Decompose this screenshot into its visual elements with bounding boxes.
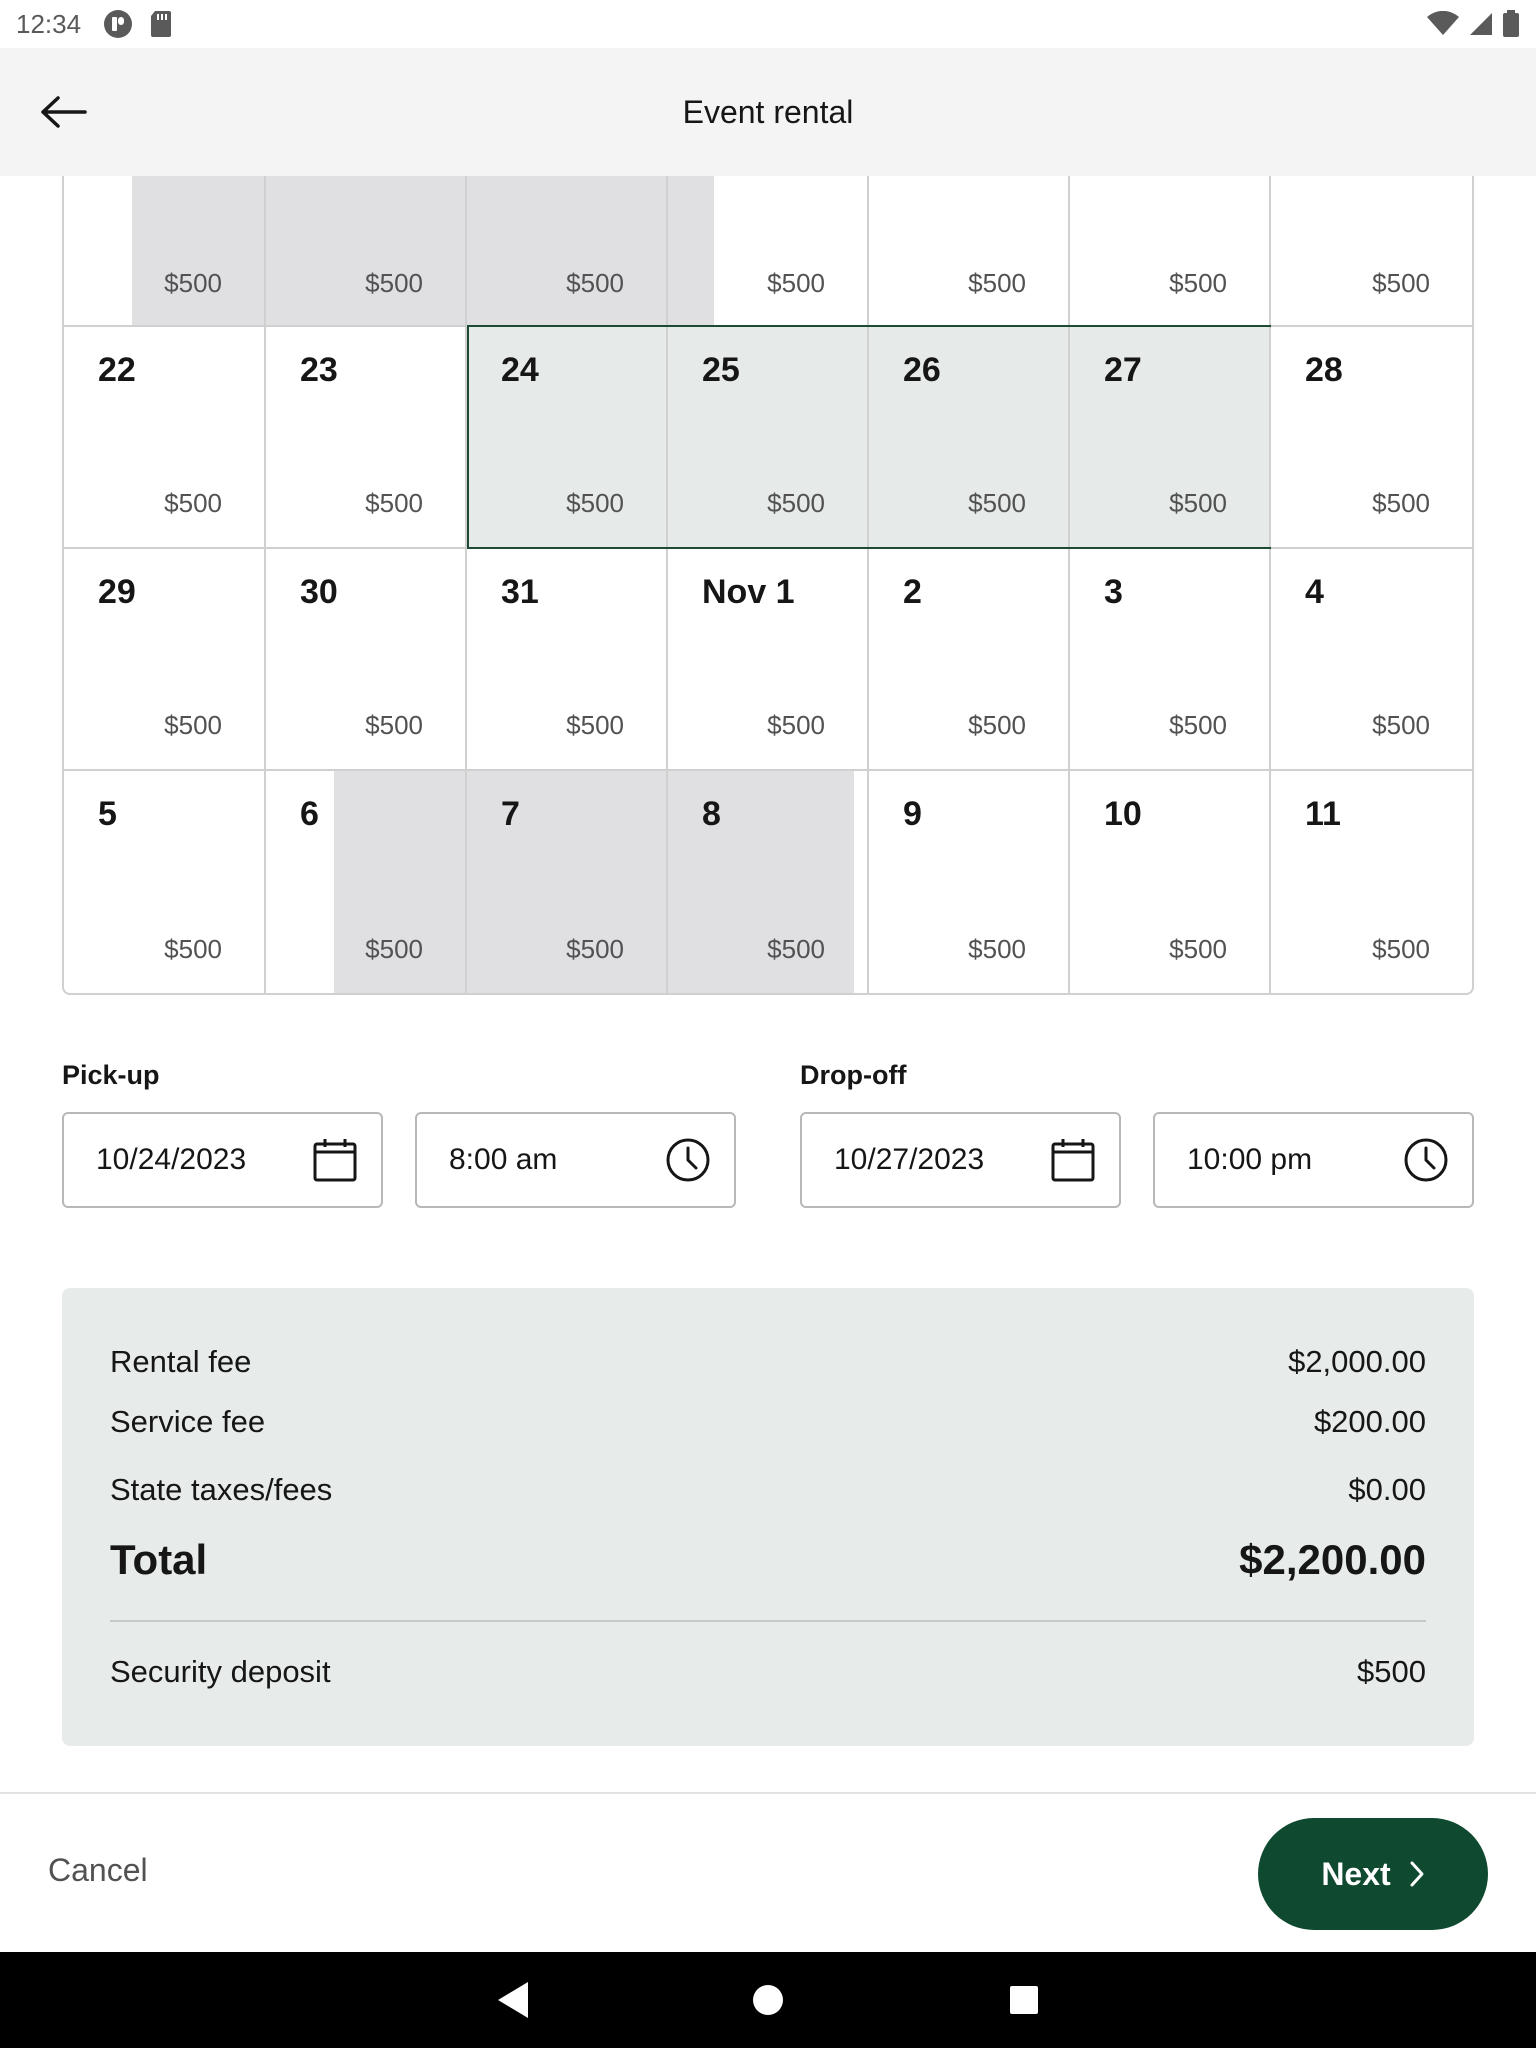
day-number: 27 (1104, 351, 1142, 389)
day-price: $500 (1372, 710, 1430, 740)
calendar-day-cell[interactable] (1271, 771, 1472, 993)
day-price: $500 (767, 268, 825, 298)
day-price: $500 (164, 710, 222, 740)
rental-fee-label: Rental fee (110, 1344, 252, 1379)
day-number: 11 (1305, 795, 1341, 833)
day-price: $500 (164, 268, 222, 298)
arrow-left-icon (40, 95, 88, 129)
calendar-day-cell[interactable] (1070, 771, 1271, 993)
day-price: $500 (1169, 488, 1227, 518)
day-price: $500 (968, 488, 1026, 518)
calendar-day-cell-selected[interactable] (1070, 327, 1271, 547)
cancel-button[interactable]: Cancel (48, 1852, 148, 1888)
calendar-day-cell[interactable] (64, 549, 266, 769)
dropoff-time-field[interactable] (1153, 1112, 1474, 1208)
calendar-day-cell[interactable] (668, 771, 869, 993)
day-number: 30 (300, 573, 338, 611)
day-number: 5 (98, 795, 117, 833)
page-title: Event rental (682, 93, 854, 130)
calendar-day-cell[interactable] (467, 176, 668, 325)
calendar-icon[interactable] (311, 1136, 359, 1184)
day-price: $500 (566, 934, 624, 964)
calendar-day-cell[interactable] (668, 549, 869, 769)
day-number: 2 (903, 573, 922, 611)
clock-icon[interactable] (1402, 1136, 1450, 1184)
day-price: $500 (1169, 268, 1227, 298)
rental-fee-row (110, 1344, 1426, 1380)
deposit-row (110, 1654, 1426, 1690)
wifi-icon (1426, 11, 1460, 37)
day-price: $500 (767, 488, 825, 518)
day-price: $500 (365, 710, 423, 740)
day-number: 29 (98, 573, 136, 611)
square-recents-icon (1009, 1985, 1039, 2015)
calendar-day-cell[interactable] (668, 176, 869, 325)
day-price: $500 (968, 268, 1026, 298)
day-price: $500 (968, 934, 1026, 964)
calendar-day-cell-selected[interactable] (467, 327, 668, 547)
day-number: 24 (501, 351, 539, 389)
day-price: $500 (566, 268, 624, 298)
day-number: 31 (501, 573, 539, 611)
calendar-day-cell[interactable] (1070, 549, 1271, 769)
calendar-day-cell[interactable] (64, 771, 266, 993)
day-price: $500 (365, 934, 423, 964)
day-price: $500 (767, 710, 825, 740)
day-number: 8 (702, 795, 721, 833)
day-number: 25 (702, 351, 740, 389)
taxes-label: State taxes/fees (110, 1472, 333, 1507)
calendar-week-row (64, 771, 1472, 993)
app-bar (0, 48, 1536, 176)
status-time: 12:34 (16, 8, 82, 39)
day-price: $500 (566, 488, 624, 518)
total-label: Total (110, 1536, 208, 1583)
taxes-row (110, 1472, 1426, 1508)
rental-calendar (62, 176, 1474, 995)
day-number: 23 (300, 351, 338, 389)
calendar-day-cell-selected[interactable] (869, 327, 1070, 547)
status-bar (0, 0, 1536, 48)
day-number: 6 (300, 795, 319, 833)
day-number: 9 (903, 795, 922, 833)
pickup-date-value: 10/24/2023 (96, 1143, 247, 1176)
nav-back-button[interactable] (484, 1972, 540, 2028)
dropoff-label: Drop-off (800, 1060, 907, 1090)
day-price: $500 (365, 268, 423, 298)
calendar-day-cell[interactable] (1070, 176, 1271, 325)
calendar-day-cell[interactable] (467, 771, 668, 993)
calendar-day-cell-selected[interactable] (668, 327, 869, 547)
calendar-week-row (64, 549, 1472, 771)
day-number: 7 (501, 795, 520, 833)
calendar-day-cell[interactable] (266, 771, 467, 993)
day-price: $500 (566, 710, 624, 740)
calendar-day-cell[interactable] (869, 549, 1070, 769)
next-button-label: Next (1321, 1855, 1391, 1892)
footer-actions (0, 1792, 1536, 1952)
calendar-week-row (64, 327, 1472, 549)
calendar-week-row (64, 176, 1472, 327)
battery-icon (1502, 10, 1520, 38)
chevron-right-icon (1409, 1860, 1425, 1888)
day-price: $500 (1169, 934, 1227, 964)
calendar-day-cell[interactable] (1271, 327, 1472, 547)
day-price: $500 (1372, 934, 1430, 964)
day-price: $500 (1169, 710, 1227, 740)
summary-divider (110, 1620, 1426, 1622)
clock-icon[interactable] (664, 1136, 712, 1184)
total-row (110, 1536, 1426, 1584)
next-button[interactable] (1258, 1818, 1488, 1930)
app-notification-icon (103, 9, 133, 39)
calendar-day-cell[interactable] (266, 176, 467, 325)
deposit-value: $500 (1357, 1654, 1426, 1689)
service-fee-value: $200.00 (1313, 1404, 1426, 1439)
triangle-back-icon (494, 1980, 530, 2020)
taxes-value: $0.00 (1348, 1472, 1426, 1507)
day-number: 28 (1305, 351, 1343, 389)
calendar-day-cell[interactable] (467, 549, 668, 769)
dropoff-time-value: 10:00 pm (1187, 1143, 1313, 1176)
system-navigation-bar (0, 1952, 1536, 2048)
day-price: $500 (164, 488, 222, 518)
calendar-day-cell[interactable] (64, 176, 266, 325)
calendar-day-cell[interactable] (1271, 176, 1472, 325)
day-price: $500 (1372, 268, 1430, 298)
day-number: 3 (1104, 573, 1123, 611)
pickup-time-value: 8:00 am (449, 1143, 558, 1176)
rental-fee-value: $2,000.00 (1288, 1344, 1426, 1379)
day-number: 10 (1104, 795, 1142, 833)
day-price: $500 (767, 934, 825, 964)
price-summary (62, 1288, 1474, 1746)
day-number: Nov 1 (702, 573, 795, 611)
cellular-signal-icon (1468, 11, 1494, 37)
deposit-label: Security deposit (110, 1654, 331, 1689)
day-price: $500 (1372, 488, 1430, 518)
day-price: $500 (365, 488, 423, 518)
nav-home-button[interactable] (740, 1972, 796, 2028)
back-button[interactable] (36, 88, 92, 136)
calendar-day-cell[interactable] (1271, 549, 1472, 769)
pickup-label: Pick-up (62, 1060, 160, 1090)
dropoff-date-field[interactable] (800, 1112, 1121, 1208)
nav-recents-button[interactable] (996, 1972, 1052, 2028)
calendar-day-cell[interactable] (266, 549, 467, 769)
total-value: $2,200.00 (1239, 1536, 1426, 1583)
pickup-date-field[interactable] (62, 1112, 383, 1208)
pickup-time-field[interactable] (415, 1112, 736, 1208)
sd-card-icon (149, 10, 173, 38)
day-number: 4 (1305, 573, 1324, 611)
dropoff-date-value: 10/27/2023 (834, 1143, 985, 1176)
calendar-day-cell[interactable] (266, 327, 467, 547)
circle-home-icon (752, 1984, 784, 2016)
day-number: 22 (98, 351, 136, 389)
service-fee-label: Service fee (110, 1404, 266, 1439)
calendar-day-cell[interactable] (869, 176, 1070, 325)
day-price: $500 (968, 710, 1026, 740)
calendar-day-cell[interactable] (64, 327, 266, 547)
service-fee-row (110, 1404, 1426, 1440)
calendar-icon[interactable] (1049, 1136, 1097, 1184)
calendar-day-cell[interactable] (869, 771, 1070, 993)
day-number: 26 (903, 351, 941, 389)
day-price: $500 (164, 934, 222, 964)
